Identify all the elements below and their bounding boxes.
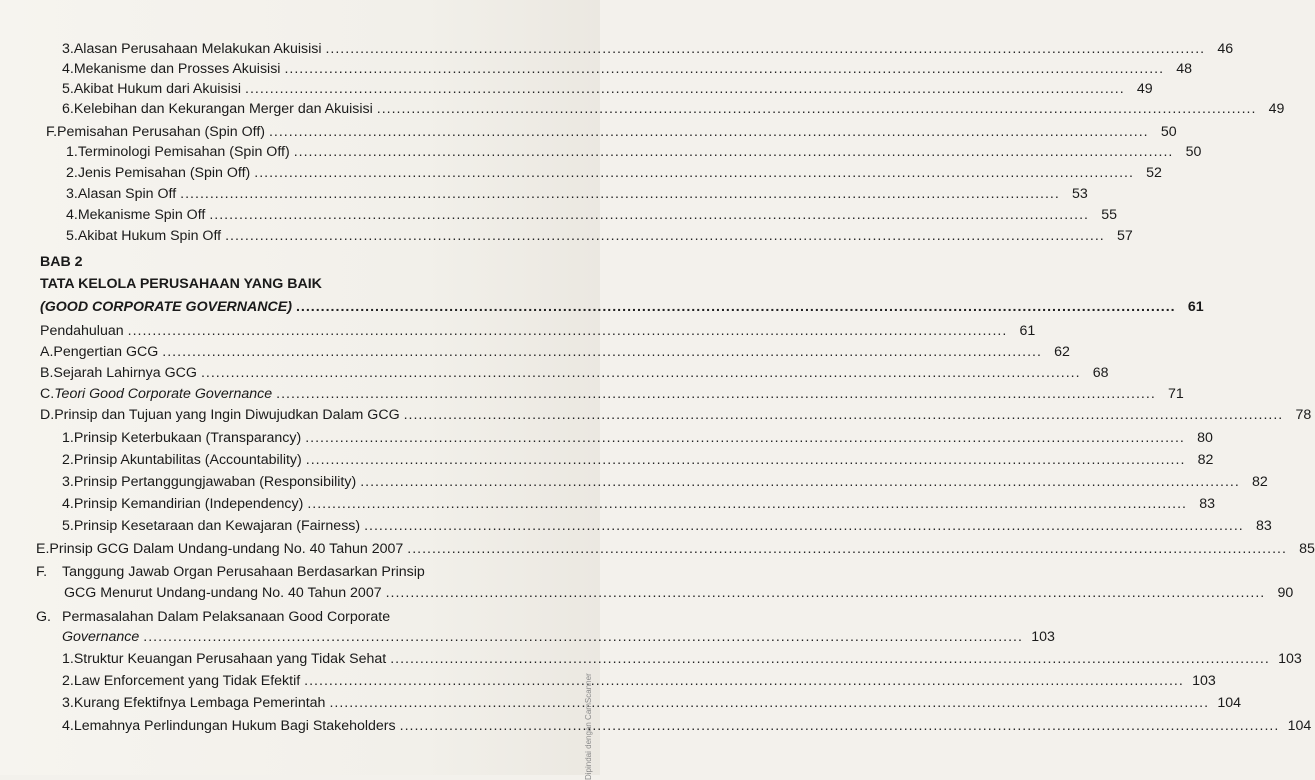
entry-title: Prinsip Akuntabilitas (Accountability)	[73, 452, 302, 468]
leader-dots	[325, 40, 1205, 58]
toc-entry	[62, 517, 1272, 535]
entry-page: 61	[1019, 323, 1036, 339]
entry-page: 82	[1252, 474, 1268, 490]
entry-title: Lemahnya Perlindungan Hukum Bagi Stakeholders	[73, 718, 396, 734]
entry-title: Prinsip GCG Dalam Undang-undang No. 40 Tahun 2007	[49, 541, 404, 557]
leader-dots	[404, 406, 1284, 424]
leader-dots	[400, 717, 1280, 735]
entry-title: Akibat Hukum dari Akuisisi	[73, 81, 242, 97]
entry-page: 46	[1217, 41, 1234, 57]
entry-number: 3.	[62, 474, 74, 490]
toc-entry	[66, 206, 1117, 224]
toc-entry	[62, 100, 1285, 118]
toc-entry	[66, 227, 1133, 245]
entry-number: 1.	[62, 651, 74, 667]
toc-entry	[40, 322, 1036, 340]
entry-number: 3.	[62, 695, 74, 711]
toc-entry	[40, 385, 1184, 403]
toc-entry-line1	[36, 563, 425, 581]
toc-entry	[62, 650, 1302, 668]
entry-number: E.	[36, 541, 50, 557]
entry-number: 5.	[62, 81, 74, 97]
toc-entry-line1	[36, 608, 390, 626]
entry-number: C.	[40, 386, 55, 402]
entry-page: 53	[1072, 186, 1088, 202]
entry-number: D.	[40, 407, 55, 423]
leader-dots	[377, 100, 1257, 118]
entry-page: 50	[1160, 124, 1177, 140]
leader-dots	[254, 164, 1134, 182]
toc-entry	[62, 694, 1242, 712]
entry-title: Prinsip Pertanggungjawaban (Responsibility)	[73, 474, 357, 490]
toc-entry	[40, 343, 1070, 361]
toc-entry	[66, 143, 1202, 161]
leader-dots	[390, 650, 1270, 668]
entry-title: Pendahuluan	[40, 323, 124, 339]
entry-title: Alasan Spin Off	[77, 186, 177, 202]
leader-dots	[284, 60, 1164, 78]
toc-entry	[66, 164, 1162, 182]
entry-title: Prinsip Kemandirian (Independency)	[73, 496, 304, 512]
toc-entry	[36, 540, 1315, 558]
toc-entry	[62, 628, 1055, 646]
leader-dots	[305, 429, 1185, 447]
entry-page: 71	[1167, 386, 1184, 402]
entry-number: 1.	[66, 144, 78, 160]
leader-dots	[180, 185, 1060, 203]
entry-page: 57	[1116, 228, 1133, 244]
leader-dots	[245, 80, 1125, 98]
entry-number: G.	[36, 609, 51, 625]
leader-dots	[269, 123, 1149, 141]
entry-number: 2.	[62, 452, 74, 468]
chapter-title: TATA KELOLA PERUSAHAAN YANG BAIK	[40, 276, 322, 292]
entry-number: 2.	[62, 673, 74, 689]
toc-entry	[62, 80, 1153, 98]
entry-number: 2.	[66, 165, 78, 181]
toc-entry	[62, 717, 1312, 735]
leader-dots	[294, 143, 1174, 161]
entry-page: 83	[1199, 496, 1215, 512]
entry-page: 62	[1054, 344, 1070, 360]
toc-entry	[62, 672, 1216, 690]
leader-dots	[329, 694, 1209, 712]
scanner-watermark: Dipindai dengan CamScanner	[584, 673, 593, 780]
entry-number: B.	[40, 365, 54, 381]
entry-page: 104	[1217, 695, 1242, 711]
chapter-label: BAB 2	[40, 254, 83, 270]
toc-entry	[62, 451, 1214, 469]
entry-page: 103	[1192, 673, 1216, 689]
entry-title: Prinsip Keterbukaan (Transparancy)	[73, 430, 302, 446]
entry-number: 4.	[62, 61, 74, 77]
toc-entry	[62, 40, 1234, 58]
entry-title: Kurang Efektifnya Lembaga Pemerintah	[73, 695, 326, 711]
entry-page: 52	[1146, 165, 1162, 181]
entry-page: 85	[1299, 541, 1315, 557]
entry-page: 83	[1255, 518, 1272, 534]
toc-entry	[66, 185, 1088, 203]
toc-entry	[40, 406, 1312, 424]
entry-number: F.	[46, 124, 58, 140]
entry-page: 50	[1185, 144, 1202, 160]
entry-number: 6.	[62, 101, 74, 117]
entry-title: Prinsip Kesetaraan dan Kewajaran (Fairness)	[73, 518, 361, 534]
entry-title: Struktur Keuangan Perusahaan yang Tidak Sehat	[73, 651, 387, 667]
entry-title: Akibat Hukum Spin Off	[77, 228, 222, 244]
entry-number: 4.	[62, 718, 74, 734]
leader-dots	[307, 495, 1187, 513]
entry-title: GCG Menurut Undang-undang No. 40 Tahun 2007	[64, 585, 382, 601]
entry-number: F.	[36, 564, 48, 580]
chapter-page: 61	[1187, 299, 1204, 315]
entry-number: 1.	[62, 430, 74, 446]
entry-page: 49	[1136, 81, 1153, 97]
entry-page: 49	[1268, 101, 1285, 117]
leader-dots	[360, 473, 1240, 491]
entry-title: Alasan Perusahaan Melakukan Akuisisi	[73, 41, 322, 57]
toc-entry	[62, 429, 1213, 447]
leader-dots	[304, 672, 1184, 690]
entry-page: 90	[1277, 585, 1294, 601]
toc-entry	[62, 495, 1215, 513]
entry-title: Sejarah Lahirnya GCG	[53, 365, 197, 381]
toc-entry	[64, 584, 1294, 602]
entry-number: A.	[40, 344, 54, 360]
entry-title: Prinsip dan Tujuan yang Ingin Diwujudkan Dalam GCG	[54, 407, 400, 423]
leader-dots	[386, 584, 1266, 602]
entry-page: 80	[1197, 430, 1213, 446]
entry-page: 48	[1176, 61, 1193, 77]
entry-page: 78	[1295, 407, 1312, 423]
entry-page: 68	[1092, 365, 1109, 381]
entry-title-line1: Tanggung Jawab Organ Perusahaan Berdasarkan Prinsip	[62, 564, 425, 580]
entry-title: Mekanisme Spin Off	[77, 207, 206, 223]
entry-title: Pemisahan Perusahan (Spin Off)	[57, 124, 265, 140]
leader-dots	[296, 298, 1176, 316]
toc-entry	[62, 60, 1193, 78]
toc-entry	[46, 123, 1177, 141]
leader-dots	[225, 227, 1105, 245]
entry-title: Kelebihan dan Kekurangan Merger dan Akuisisi	[73, 101, 373, 117]
entry-page: 103	[1278, 651, 1302, 667]
entry-title: Teori Good Corporate Governance	[54, 386, 273, 402]
entry-title: Terminologi Pemisahan (Spin Off)	[77, 144, 290, 160]
entry-number: 3.	[62, 41, 74, 57]
chapter-subtitle: (GOOD CORPORATE GOVERNANCE)	[40, 299, 292, 315]
leader-dots	[364, 517, 1244, 535]
entry-number: 4.	[62, 496, 74, 512]
toc-entry	[40, 364, 1109, 382]
entry-page: 82	[1197, 452, 1214, 468]
leader-dots	[306, 451, 1186, 469]
leader-dots	[201, 364, 1081, 382]
leader-dots	[407, 540, 1287, 558]
entry-title-line1: Permasalahan Dalam Pelaksanaan Good Corporate	[62, 609, 391, 625]
leader-dots	[276, 385, 1156, 403]
entry-title: Mekanisme dan Prosses Akuisisi	[73, 61, 281, 77]
toc-entry	[62, 473, 1268, 491]
entry-title: Governance	[62, 629, 140, 645]
entry-page: 103	[1031, 629, 1055, 645]
entry-number: 4.	[66, 207, 78, 223]
entry-title: Jenis Pemisahan (Spin Off)	[77, 165, 251, 181]
entry-number: 5.	[66, 228, 78, 244]
entry-title: Pengertian GCG	[53, 344, 159, 360]
entry-number: 5.	[62, 518, 74, 534]
entry-number: 3.	[66, 186, 78, 202]
entry-title: Law Enforcement yang Tidak Efektif	[73, 673, 301, 689]
leader-dots	[209, 206, 1089, 224]
chapter-subtitle-entry	[40, 298, 1204, 316]
entry-page: 104	[1287, 718, 1312, 734]
leader-dots	[162, 343, 1042, 361]
entry-page: 55	[1101, 207, 1117, 223]
leader-dots	[128, 322, 1008, 340]
